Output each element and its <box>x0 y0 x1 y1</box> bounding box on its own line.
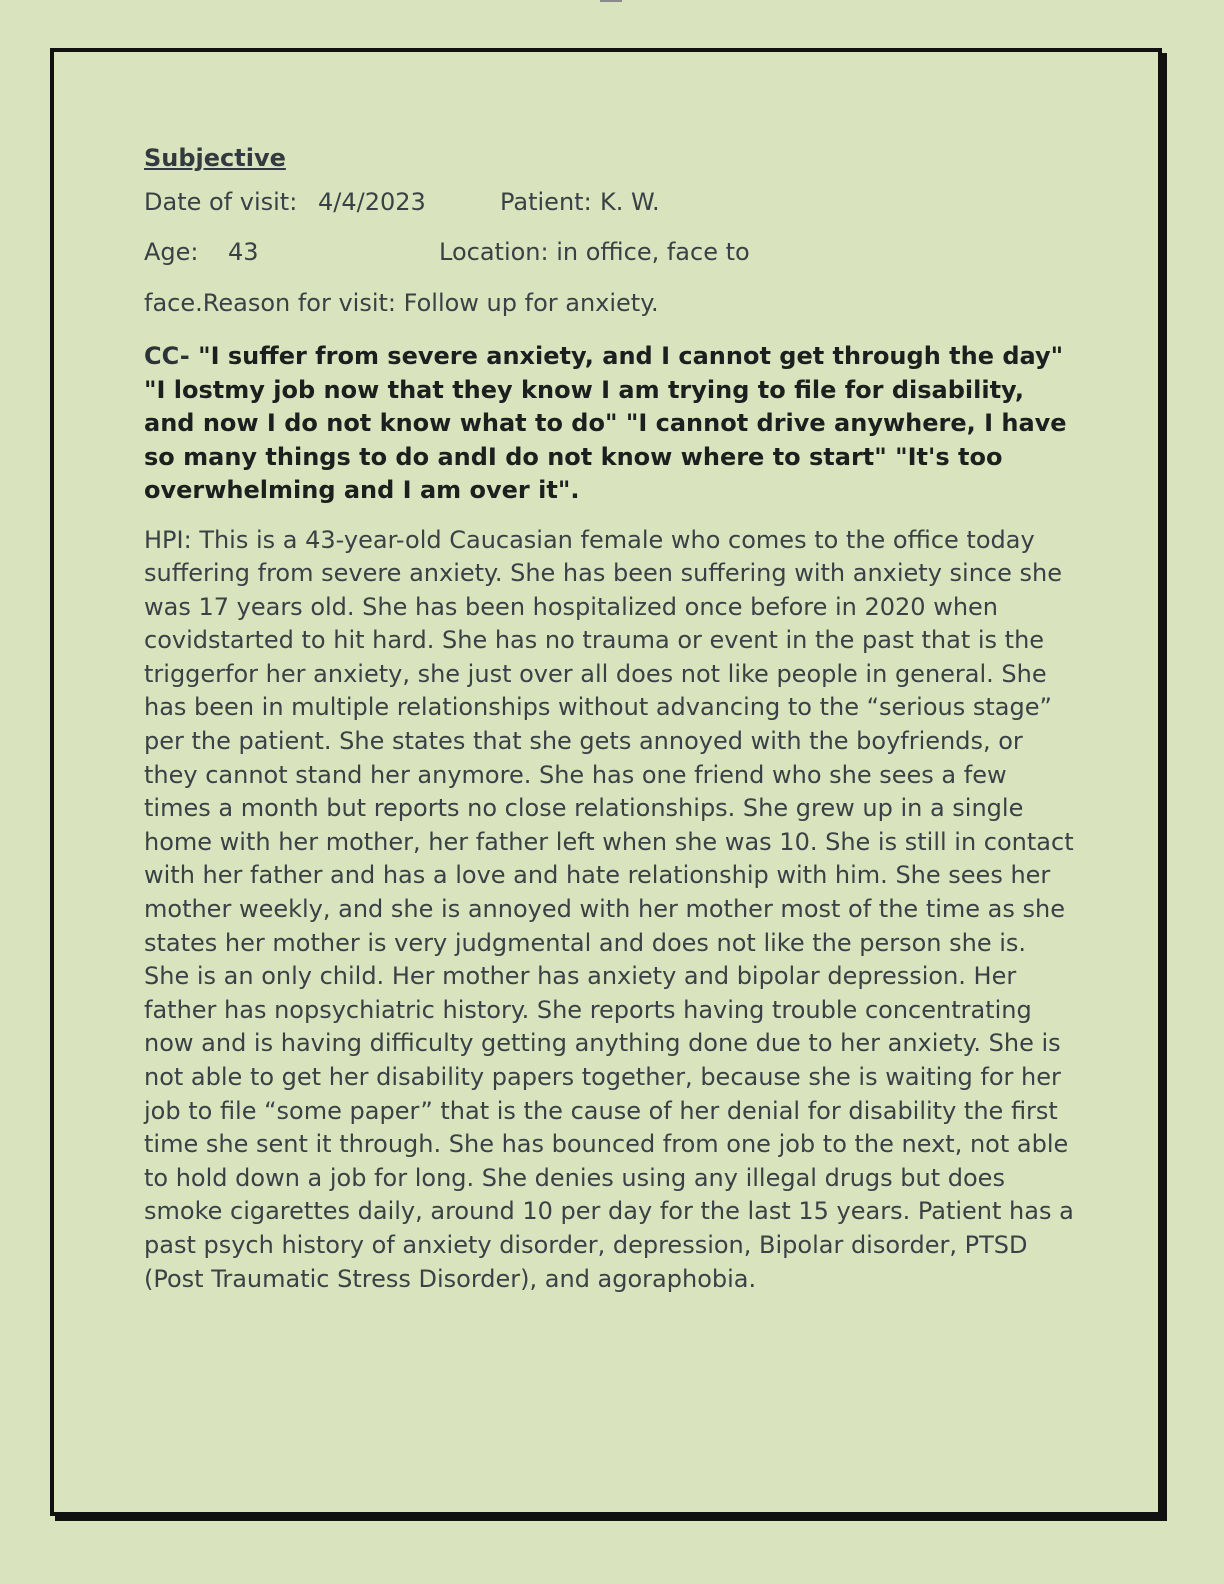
visit-row-date-patient <box>144 187 1074 217</box>
age-value: 43 <box>228 238 259 266</box>
hpi-paragraph: HPI: This is a 43-year-old Caucasian female who comes to the office today suffering from severe anxiety. She has been suffering with anxiety since she was 17 years old. She has been hospitalized once before in 2020 when covidstarted to hit hard. She has no trauma or event in the past that is the triggerfor her anxiety, she just over all does not like people in general. She has been in multiple relationships without advancing to the “serious stage” per the patient. She states that she gets annoyed with the boyfriends, or they cannot stand her anymore. She has one friend who she sees a few times a month but reports no close relationships. She grew up in a single home with her mother, her father left when she was 10. She is still in contact with her father and has a love and hate relationship with him. She sees her mother weekly, and she is annoyed with her mother most of the time as she states her mother is very judgmental and does not like the person she is. She is an only child. Her mother has anxiety and bipolar depression. Her father has nopsychiatric history. She reports having trouble concentrating now and is having difficulty getting anything done due to her anxiety. She is not able to get her disability papers together, because she is waiting for her job to file “some paper” that is the cause of her denial for disability the first time she sent it through. She has bounced from one job to the next, not able to hold down a job for long. She denies using any illegal drugs but does smoke cigarettes daily, around 10 per day for the last 15 years. Patient has a past psych history of anxiety disorder, depression, Bipolar disorder, PTSD (Post Traumatic Stress Disorder), and agoraphobia. <box>144 525 1074 1293</box>
date-label: Date of visit: <box>144 188 298 216</box>
cc-text: "I suffer from severe anxiety, and I cannot get through the day" "I lostmy job now that they know I am trying to file for disability, and now I do not know what to do" "I cannot drive anywhere, I have so many things to do andI do not know where to start" "It's too overwhelming and I am over it". <box>144 342 1067 504</box>
reason-text: face.Reason for visit: Follow up for anxiety. <box>144 289 659 317</box>
cc-label: CC- <box>144 342 190 370</box>
top-page-mark <box>600 0 622 2</box>
visit-row-age-location <box>144 237 1074 267</box>
document-content <box>144 142 1074 1296</box>
patient-value: K. W. <box>600 188 660 216</box>
patient-label: Patient: <box>500 188 592 216</box>
age-label: Age: <box>144 238 199 266</box>
section-heading: Subjective <box>144 144 286 172</box>
location-text: Location: in office, face to <box>439 238 750 266</box>
date-value: 4/4/2023 <box>318 188 426 216</box>
chief-complaint <box>144 340 1074 508</box>
visit-row-reason <box>144 288 1074 318</box>
